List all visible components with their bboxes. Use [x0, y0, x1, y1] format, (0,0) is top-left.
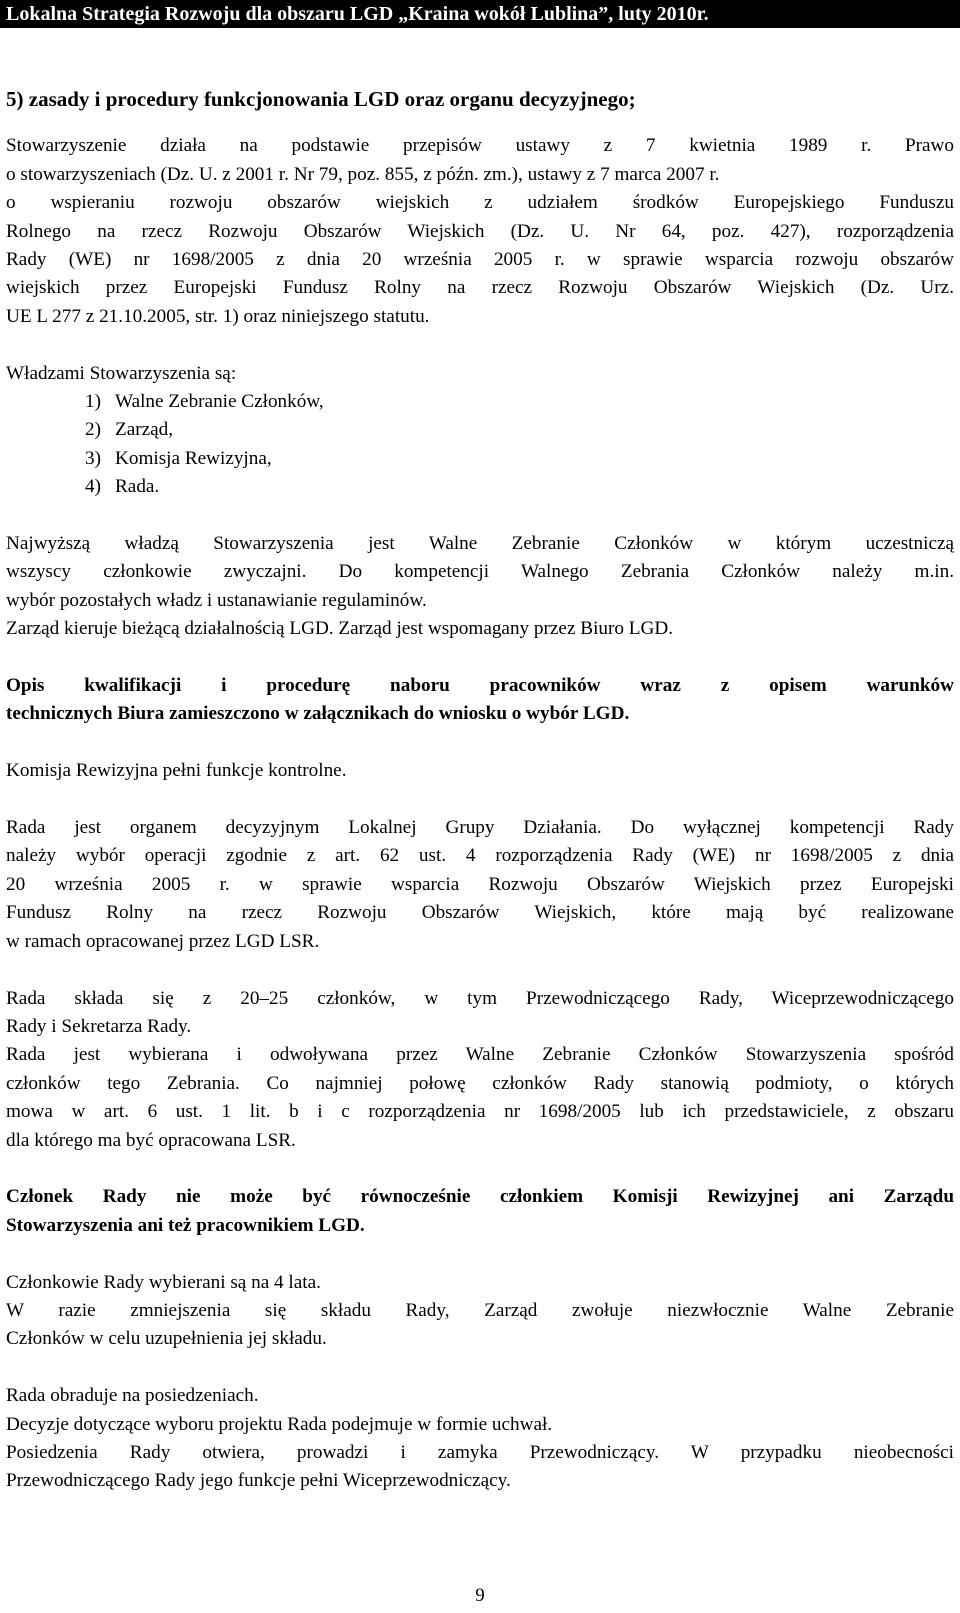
paragraph-term — [6, 1269, 954, 1354]
text-line: Rada jest wybierana i odwoływana przez Walne Zebranie Członków Stowarzyszenia spośród — [6, 1044, 954, 1066]
list-item: 3) Komisja Rewizyjna, — [85, 447, 272, 469]
text-line: wybór pozostałych władz i ustanawianie regulaminów. — [6, 589, 427, 611]
text-line: W razie zmniejszenia się składu Rady, Zarząd zwołuje niezwłocznie Walne Zebranie — [6, 1299, 954, 1321]
paragraph-council-composition — [6, 985, 954, 1155]
text-line: w ramach opracowanej przez LGD LSR. — [6, 930, 320, 952]
text-line: należy wybór operacji zgodnie z art. 62 ust. 4 rozporządzenia Rady (WE) nr 1698/2005 z dnia — [6, 845, 954, 867]
list-item: 1) Walne Zebranie Członków, — [85, 391, 324, 413]
text-line: członków tego Zebrania. Co najmniej połowę członków Rady stanowią podmioty, o których — [6, 1072, 954, 1094]
document-body — [6, 85, 954, 1496]
text-line: Rolnego na rzecz Rozwoju Obszarów Wiejskich (Dz. U. Nr 64, poz. 427), rozporządzenia — [6, 220, 954, 242]
document-header — [0, 0, 960, 28]
text-line: wiejskich przez Europejski Fundusz Rolny na rzecz Rozwoju Obszarów Wiejskich (Dz. Urz. — [6, 277, 954, 299]
text-line: Przewodniczącego Rady jego funkcje pełni Wiceprzewodniczący. — [6, 1470, 511, 1492]
text-line: 20 września 2005 r. w sprawie wsparcia Rozwoju Obszarów Wiejskich przez Europejski — [6, 873, 954, 895]
authorities-list — [6, 388, 954, 502]
text-line: Posiedzenia Rady otwiera, prowadzi i zamyka Przewodniczący. W przypadku nieobecności — [6, 1441, 954, 1463]
text-line: Stowarzyszenie działa na podstawie przepisów ustawy z 7 kwietnia 1989 r. Prawo — [6, 135, 954, 157]
text-line: wszyscy członkowie zwyczajni. Do kompetencji Walnego Zebrania Członków należy m.in. — [6, 561, 954, 583]
text-line: Członkowie Rady wybierani są na 4 lata. — [6, 1271, 321, 1293]
page-number: 9 — [475, 1585, 485, 1606]
text-line: Rady i Sekretarza Rady. — [6, 1015, 192, 1037]
text-line: UE L 277 z 21.10.2005, str. 1) oraz niniejszego statutu. — [6, 305, 430, 327]
text-line: Rady (WE) nr 1698/2005 z dnia 20 września 2005 r. w sprawie wsparcia rozwoju obszarów — [6, 249, 954, 271]
text-line: Fundusz Rolny na rzecz Rozwoju Obszarów Wiejskich, które mają być realizowane — [6, 902, 954, 924]
paragraph-supreme-authority — [6, 530, 954, 644]
text-line: Członków w celu uzupełnienia jej składu. — [6, 1328, 327, 1350]
paragraph-sessions — [6, 1382, 954, 1496]
text-line: Rada składa się z 20–25 członków, w tym Przewodniczącego Rady, Wiceprzewodniczącego — [6, 987, 954, 1009]
section-heading: 5) zasady i procedury funkcjonowania LGD oraz organu decyzyjnego; — [6, 87, 636, 111]
paragraph-legal-basis — [6, 132, 954, 331]
list-item: 2) Zarząd, — [85, 419, 174, 441]
text-line: technicznych Biura zamieszczono w załącznikach do wniosku o wybór LGD. — [6, 703, 630, 725]
text-line: Opis kwalifikacji i procedurę naboru pracowników wraz z opisem warunków — [6, 675, 954, 697]
paragraph-audit: Komisja Rewizyjna pełni funkcje kontrolne. — [6, 760, 347, 782]
text-line: Rada jest organem decyzyjnym Lokalnej Grupy Działania. Do wyłącznej kompetencji Rady — [6, 817, 954, 839]
text-line: o stowarzyszeniach (Dz. U. z 2001 r. Nr 79, poz. 855, z późn. zm.), ustawy z 7 marca 2007 r. — [6, 163, 720, 185]
text-line: Decyzje dotyczące wyboru projektu Rada podejmuje w formie uchwał. — [6, 1413, 553, 1435]
text-line: Zarząd kieruje bieżącą działalnością LGD. Zarząd jest wspomagany przez Biuro LGD. — [6, 618, 673, 640]
text-line: Rada obraduje na posiedzeniach. — [6, 1385, 259, 1407]
text-line: dla którego ma być opracowana LSR. — [6, 1129, 296, 1151]
header-title: Lokalna Strategia Rozwoju dla obszaru LGD „Kraina wokół Lublina”, luty 2010r. — [6, 3, 709, 25]
text-line: mowa w art. 6 ust. 1 lit. b i c rozporządzenia nr 1698/2005 lub ich przedstawiciele, z obszaru — [6, 1101, 954, 1123]
paragraph-council-role — [6, 814, 954, 956]
list-item: 4) Rada. — [85, 476, 160, 498]
paragraph-incompatibility — [6, 1183, 954, 1240]
text-line: Stowarzyszenia ani też pracownikiem LGD. — [6, 1214, 365, 1236]
authorities-intro: Władzami Stowarzyszenia są: — [6, 362, 237, 384]
text-line: Najwyższą władzą Stowarzyszenia jest Walne Zebranie Członków w którym uczestniczą — [6, 533, 954, 555]
paragraph-qualifications — [6, 672, 954, 729]
text-line: o wspieraniu rozwoju obszarów wiejskich z udziałem środków Europejskiego Funduszu — [6, 192, 954, 214]
text-line: Członek Rady nie może być równocześnie członkiem Komisji Rewizyjnej ani Zarządu — [6, 1186, 954, 1208]
